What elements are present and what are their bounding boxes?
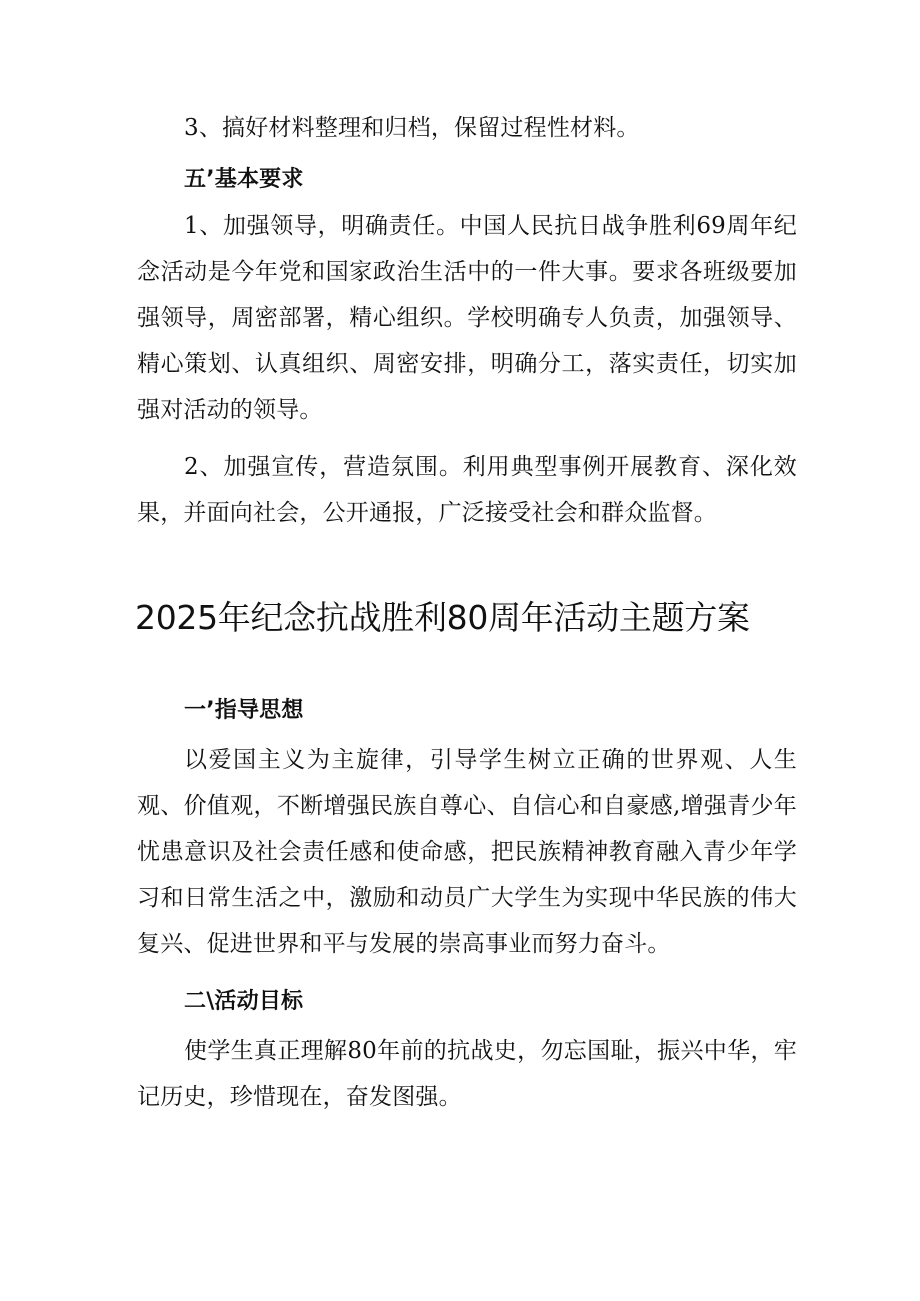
section-heading-guiding-ideology: 一’指导思想	[184, 698, 304, 723]
activity-goals-paragraph: 使学生真正理解80年前的抗战史，勿忘国耻，振兴中华，牢记历史，珍惜现在，奋发图强。	[137, 1038, 797, 1110]
requirement-paragraph-2: 2、加强宣传，营造氛围。利用典型事例开展教育、深化效果，并面向社会，公开通报，广泛接受社会和群众监督。	[137, 454, 797, 526]
list-item-3: 3、搞好材料整理和归档，保留过程性材料。	[184, 115, 640, 141]
section-heading-requirements: 五’基本要求	[184, 167, 304, 192]
guiding-ideology-paragraph: 以爱国主义为主旋律，引导学生树立正确的世界观、人生观、价值观，不断增强民族自尊心、自信心和自豪感,增强青少年忧患意识及社会责任感和使命感，把民族精神教育融入青少年学习和日常生活之中，激励和动员广大学生为实现中华民族的伟大复兴、促进世界和平与发展的崇高事业而努力奋斗。	[137, 747, 797, 957]
requirement-paragraph-1: 1、加强领导，明确责任。中国人民抗日战争胜利69周年纪念活动是今年党和国家政治生活中的一件大事。要求各班级要加强领导，周密部署，精心组织。学校明确专人负责，加强领导、精心策划、认真组织、周密安排，明确分工，落实责任，切实加强对活动的领导。	[137, 213, 797, 423]
section-heading-activity-goals: 二\活动目标	[184, 989, 304, 1014]
document-title: 2025年纪念抗战胜利80周年活动主题方案	[135, 598, 750, 637]
